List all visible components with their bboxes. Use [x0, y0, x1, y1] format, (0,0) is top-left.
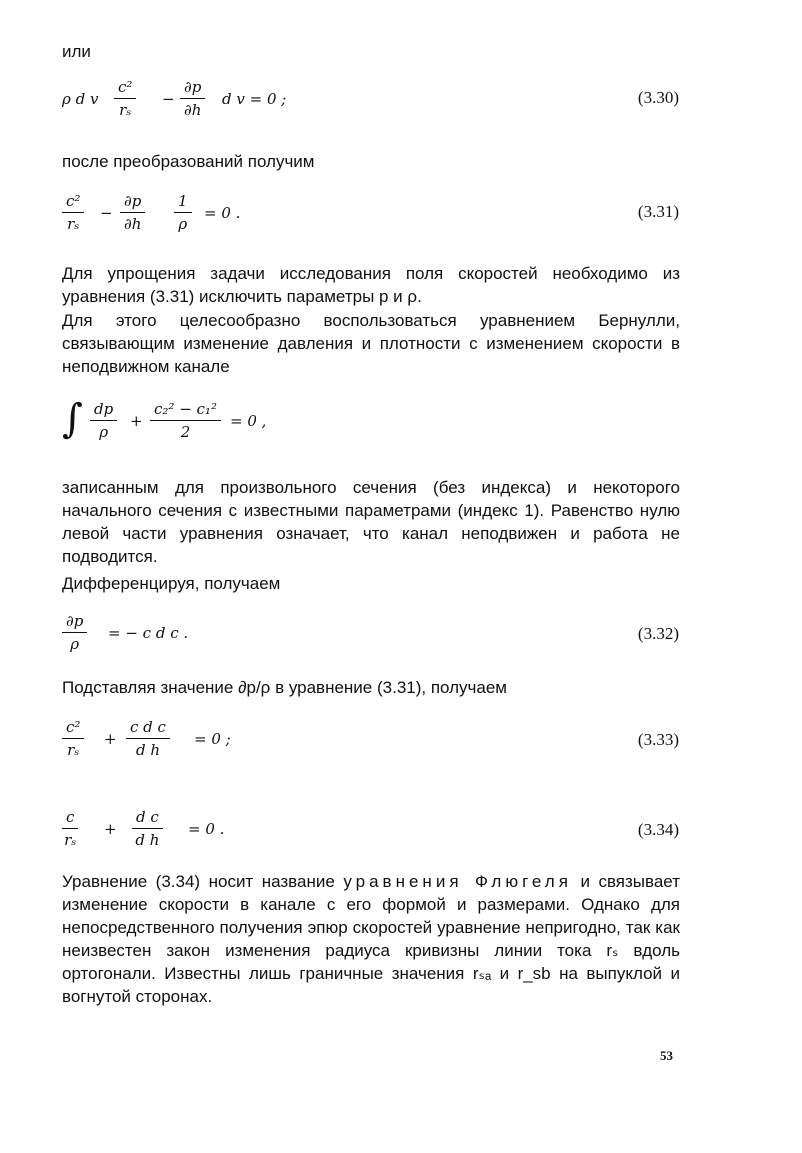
eq-operator: − [100, 204, 113, 222]
equation-3-34 [62, 808, 682, 860]
eq-operator: + [104, 820, 117, 838]
equation-3-30 [62, 78, 682, 130]
equation-bernoulli [62, 396, 682, 452]
eq-fraction: ∂p ρ [62, 612, 87, 653]
eq-fraction: c rₛ [62, 808, 78, 849]
text-after-transform: после преобразований получим [62, 152, 315, 171]
paragraph-6-rest: и связывает изменение скорости в канале с его формой и размерами. Однако для непосредственного получения эпюр скоростей уравнение непригодно, так как неизвестен закон изменения радиуса кривизны линии тока rₛ вдоль ортогонали. Известны лишь граничные значения rₛₐ и r_sb на выпуклой и вогнутой сторонах. [62, 872, 680, 1006]
integral-sign: ∫ [62, 396, 83, 442]
eq-fraction: c² rₛ [114, 78, 136, 119]
eq-term: d v = 0 ; [222, 90, 287, 108]
equation-number: (3.31) [637, 202, 679, 221]
equation-number: (3.34) [637, 820, 679, 839]
paragraph-1: Для упрощения задачи исследования поля скоростей необходимо из уравнения (3.31) исключить параметры p и ρ. [62, 264, 680, 306]
paragraph-6-start: Уравнение (3.34) носит название [62, 872, 335, 891]
equation-number: (3.30) [637, 88, 679, 107]
eq-fraction: c d c d h [126, 718, 170, 759]
equation-3-33 [62, 718, 682, 770]
eq-operator: + [104, 730, 117, 748]
equation-3-31 [62, 192, 682, 244]
eq-term: ρ d v [62, 90, 99, 108]
term-flugel-equation: уравнения Флюгеля [343, 872, 572, 891]
eq-operator: − [162, 90, 175, 108]
equation-3-32 [62, 612, 682, 664]
paragraph-5: Подставляя значение ∂p/ρ в уравнение (3.31), получаем [62, 678, 507, 697]
eq-fraction: c² rₛ [62, 192, 84, 233]
paragraph-3: записанным для произвольного сечения (без индекса) и некоторого начального сечения с известными параметрами (индекс 1). Равенство нулю левой части уравнения означает, что канал неподвижен и работа не подводится. [62, 478, 680, 566]
eq-fraction: c² rₛ [62, 718, 84, 759]
eq-term: = 0 , [230, 412, 267, 430]
eq-fraction: ∂p ∂h [180, 78, 205, 119]
text-or: или [62, 42, 91, 61]
eq-fraction: 1 ρ [174, 192, 192, 233]
paragraph-6 [62, 870, 680, 1008]
eq-fraction: c₂² − c₁² 2 [150, 400, 221, 441]
eq-operator: + [130, 412, 143, 430]
equation-number: (3.33) [637, 730, 679, 749]
eq-term: = − c d c . [108, 624, 189, 642]
eq-fraction: dp ρ [90, 400, 117, 441]
eq-fraction: ∂p ∂h [120, 192, 145, 233]
eq-fraction: d c d h [132, 808, 163, 849]
page-number: 53 [660, 1048, 673, 1063]
paragraph-2: Для этого целесообразно воспользоваться уравнением Бернулли, связывающим изменение давления и плотности с изменением скорости в неподвижном канале [62, 311, 680, 376]
equation-number: (3.32) [637, 624, 679, 643]
eq-term: = 0 . [204, 204, 241, 222]
eq-term: = 0 . [188, 820, 225, 838]
paragraph-4: Дифференцируя, получаем [62, 574, 281, 593]
eq-term: = 0 ; [194, 730, 231, 748]
